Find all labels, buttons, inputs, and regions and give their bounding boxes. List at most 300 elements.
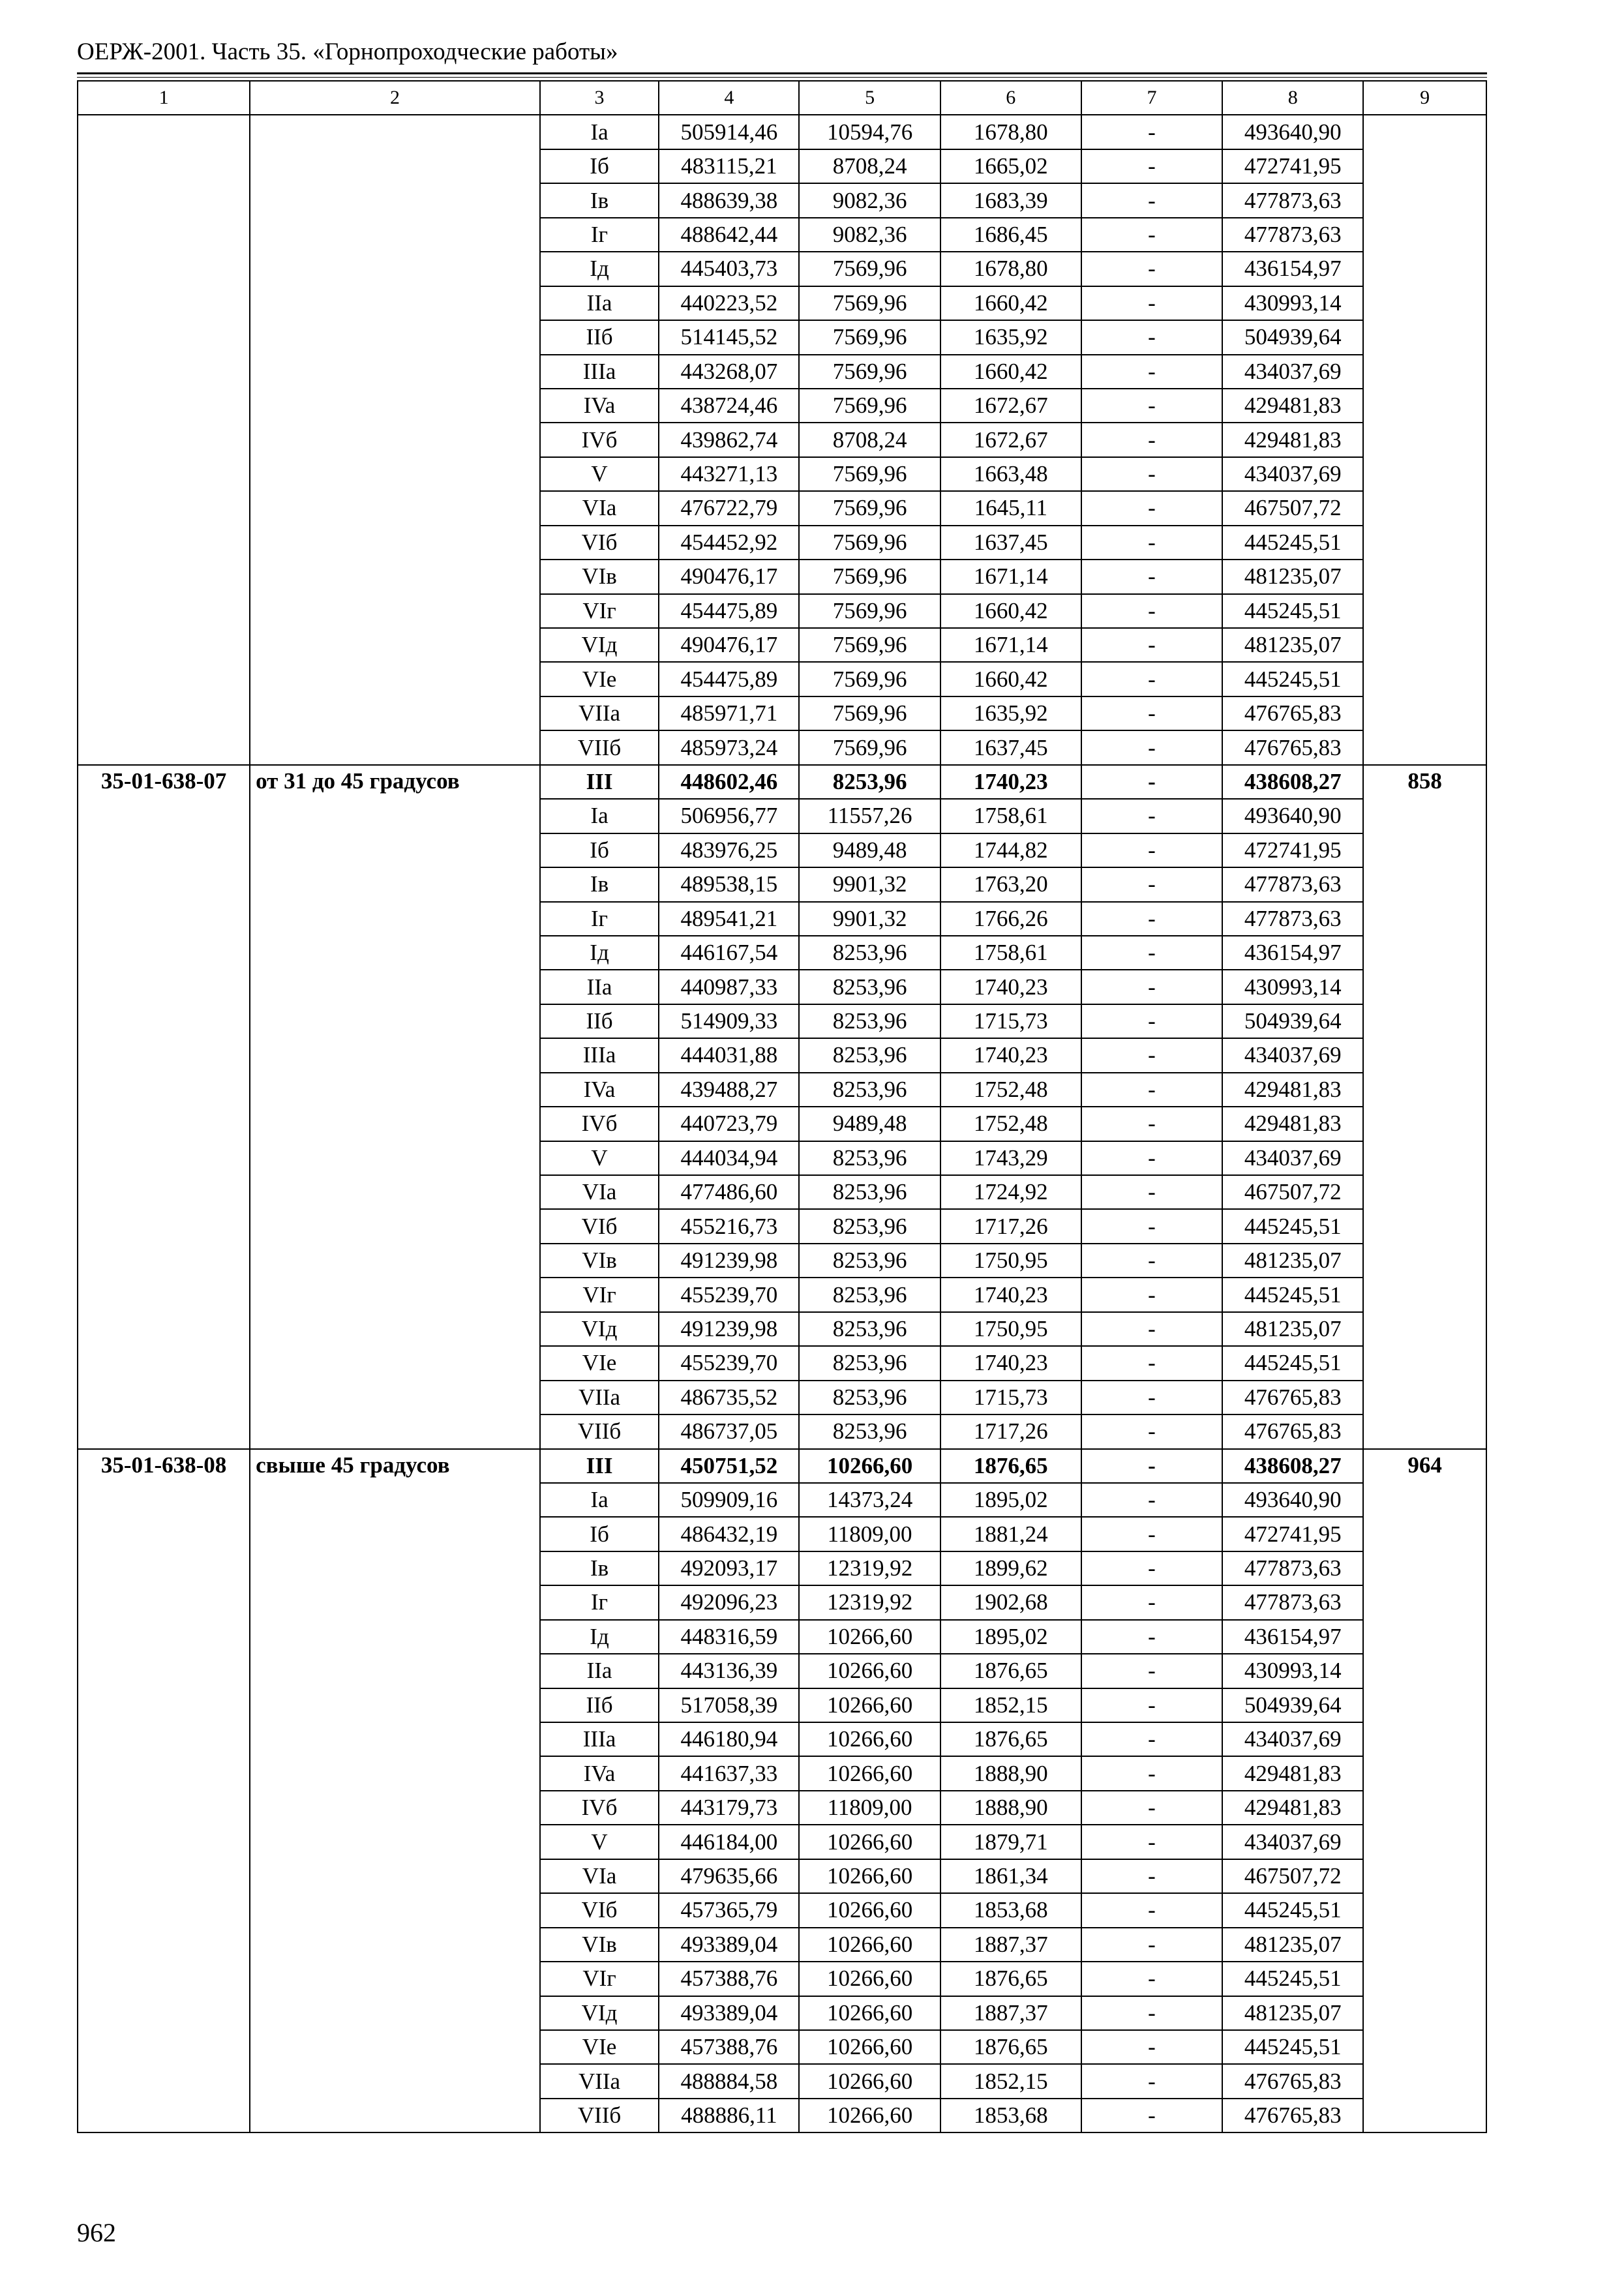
driver-wage-cell: - [1081,526,1222,560]
machine-cost-cell: 1888,90 [940,1791,1081,1825]
wage-cell: 9489,48 [799,1107,940,1141]
total-cost-cell: 446184,00 [659,1825,799,1859]
driver-wage-cell: - [1081,149,1222,183]
driver-wage-cell: - [1081,1073,1222,1107]
material-cost-cell: 481235,07 [1222,1244,1363,1278]
total-cost-cell: 455239,70 [659,1346,799,1380]
driver-wage-cell: - [1081,355,1222,389]
zone-cell: V [540,1141,659,1175]
header-rule-thick [77,72,1487,74]
driver-wage-cell: - [1081,867,1222,901]
wage-cell: 8253,96 [799,970,940,1004]
machine-cost-cell: 1902,68 [940,1585,1081,1619]
machine-cost-cell: 1853,68 [940,2099,1081,2132]
resource-code: 35-01-638-08 [78,1449,250,2133]
wage-cell: 8253,96 [799,936,940,970]
material-cost-cell: 504939,64 [1222,1004,1363,1038]
zone-cell: IIб [540,320,659,354]
machine-cost-cell: 1717,26 [940,1209,1081,1243]
total-cost-cell: 440723,79 [659,1107,799,1141]
driver-wage-cell: - [1081,1722,1222,1756]
column-number: 4 [659,81,799,115]
machine-cost-cell: 1853,68 [940,1893,1081,1927]
machine-cost-cell: 1766,26 [940,902,1081,936]
material-cost-cell: 467507,72 [1222,491,1363,525]
driver-wage-cell: - [1081,2099,1222,2132]
total-cost-cell: 443268,07 [659,355,799,389]
total-cost-cell: 488642,44 [659,218,799,252]
zone-cell: VIIa [540,2064,659,2098]
zone-cell: Iд [540,936,659,970]
total-cost-cell: 443136,39 [659,1654,799,1688]
machine-cost-cell: 1740,23 [940,1346,1081,1380]
material-cost-cell: 438608,27 [1222,1449,1363,1483]
zone-cell: VIIб [540,730,659,764]
material-cost-cell: 493640,90 [1222,799,1363,833]
wage-cell: 8253,96 [799,765,940,799]
total-cost-cell: 491239,98 [659,1244,799,1278]
total-cost-cell: 491239,98 [659,1312,799,1346]
wage-cell: 8708,24 [799,423,940,456]
material-cost-cell: 436154,97 [1222,936,1363,970]
material-cost-cell: 429481,83 [1222,1073,1363,1107]
machine-cost-cell: 1752,48 [940,1073,1081,1107]
header-rule-thin [77,77,1487,78]
zone-cell: IVб [540,1107,659,1141]
total-cost-cell: 493389,04 [659,1996,799,2030]
zone-cell: VIe [540,662,659,696]
driver-wage-cell: - [1081,833,1222,867]
zone-cell: Iг [540,1585,659,1619]
wage-cell: 10266,60 [799,1449,940,1483]
page-header: ОЕРЖ-2001. Часть 35. «Горнопроходческие работы» [77,38,618,65]
machine-cost-cell: 1645,11 [940,491,1081,525]
zone-cell: Iб [540,1517,659,1551]
material-cost-cell: 477873,63 [1222,867,1363,901]
material-cost-cell: 429481,83 [1222,389,1363,423]
total-cost-cell: 440223,52 [659,286,799,320]
driver-wage-cell: - [1081,1004,1222,1038]
material-cost-cell: 445245,51 [1222,662,1363,696]
driver-wage-cell: - [1081,1517,1222,1551]
zone-cell: VIIa [540,696,659,730]
total-cost-cell: 443179,73 [659,1791,799,1825]
driver-wage-cell: - [1081,1962,1222,1996]
machine-cost-cell: 1715,73 [940,1381,1081,1414]
column-number: 8 [1222,81,1363,115]
driver-wage-cell: - [1081,902,1222,936]
material-cost-cell: 434037,69 [1222,1141,1363,1175]
wage-cell: 8253,96 [799,1004,940,1038]
driver-wage-cell: - [1081,389,1222,423]
machine-cost-cell: 1686,45 [940,218,1081,252]
wage-cell: 7569,96 [799,389,940,423]
material-cost-cell: 467507,72 [1222,1175,1363,1209]
material-cost-cell: 504939,64 [1222,1688,1363,1722]
material-cost-cell: 434037,69 [1222,1722,1363,1756]
total-cost-cell: 448316,59 [659,1620,799,1654]
zone-cell: IVa [540,1073,659,1107]
machine-cost-cell: 1743,29 [940,1141,1081,1175]
material-cost-cell: 445245,51 [1222,1346,1363,1380]
driver-wage-cell: - [1081,628,1222,662]
driver-wage-cell: - [1081,1175,1222,1209]
zone-cell: IVб [540,1791,659,1825]
zone-cell: VIд [540,1996,659,2030]
machine-cost-cell: 1876,65 [940,1722,1081,1756]
material-cost-cell: 472741,95 [1222,149,1363,183]
machine-cost-cell: 1888,90 [940,1756,1081,1790]
driver-wage-cell: - [1081,1346,1222,1380]
machine-cost-cell: 1876,65 [940,2030,1081,2064]
wage-cell: 7569,96 [799,628,940,662]
total-cost-cell: 486432,19 [659,1517,799,1551]
machine-cost-cell: 1879,71 [940,1825,1081,1859]
material-cost-cell: 481235,07 [1222,1928,1363,1962]
material-cost-cell: 429481,83 [1222,423,1363,456]
wage-cell: 10266,60 [799,1996,940,2030]
total-cost-cell: 445403,73 [659,252,799,286]
wage-cell: 10266,60 [799,1620,940,1654]
zone-cell: VIe [540,1346,659,1380]
machine-cost-cell: 1635,92 [940,320,1081,354]
machine-cost-cell: 1899,62 [940,1551,1081,1585]
material-cost-cell: 476765,83 [1222,2099,1363,2132]
driver-wage-cell: - [1081,1859,1222,1893]
wage-cell: 10266,60 [799,2030,940,2064]
total-cost-cell: 485971,71 [659,696,799,730]
price-table [77,80,1487,2133]
zone-cell: Ia [540,115,659,149]
machine-cost-cell: 1715,73 [940,1004,1081,1038]
resource-name [250,115,540,764]
material-cost-cell: 476765,83 [1222,1414,1363,1448]
table-row [78,115,1486,149]
zone-cell: VIa [540,1859,659,1893]
material-cost-cell: 493640,90 [1222,115,1363,149]
material-cost-cell: 445245,51 [1222,594,1363,628]
driver-wage-cell: - [1081,662,1222,696]
zone-cell: IIб [540,1004,659,1038]
zone-cell: V [540,1825,659,1859]
wage-cell: 10266,60 [799,1962,940,1996]
resource-name: свыше 45 градусов [250,1449,540,2133]
total-cost-cell: 476722,79 [659,491,799,525]
zone-cell: VIIб [540,2099,659,2132]
table-body [78,115,1486,2132]
wage-cell: 12319,92 [799,1551,940,1585]
wage-cell: 7569,96 [799,491,940,525]
total-cost-cell: 477486,60 [659,1175,799,1209]
zone-cell: VIд [540,628,659,662]
driver-wage-cell: - [1081,2064,1222,2098]
machine-cost-cell: 1887,37 [940,1928,1081,1962]
zone-cell: Iд [540,1620,659,1654]
driver-wage-cell: - [1081,1312,1222,1346]
total-cost-cell: 479635,66 [659,1859,799,1893]
zone-cell: VIв [540,560,659,593]
material-cost-cell: 477873,63 [1222,218,1363,252]
driver-wage-cell: - [1081,1825,1222,1859]
driver-wage-cell: - [1081,1278,1222,1311]
driver-wage-cell: - [1081,1756,1222,1790]
total-cost-cell: 486735,52 [659,1381,799,1414]
zone-cell: IIIa [540,1038,659,1072]
machine-cost-cell: 1887,37 [940,1996,1081,2030]
total-cost-cell: 483115,21 [659,149,799,183]
total-cost-cell: 486737,05 [659,1414,799,1448]
wage-cell: 10594,76 [799,115,940,149]
zone-cell: IIб [540,1688,659,1722]
material-cost-cell: 436154,97 [1222,1620,1363,1654]
driver-wage-cell: - [1081,1209,1222,1243]
material-cost-cell: 438608,27 [1222,765,1363,799]
material-cost-cell: 430993,14 [1222,1654,1363,1688]
machine-cost-cell: 1637,45 [940,526,1081,560]
machine-cost-cell: 1752,48 [940,1107,1081,1141]
wage-cell: 8253,96 [799,1141,940,1175]
wage-cell: 10266,60 [799,1928,940,1962]
total-cost-cell: 492096,23 [659,1585,799,1619]
material-cost-cell: 429481,83 [1222,1791,1363,1825]
total-cost-cell: 455216,73 [659,1209,799,1243]
zone-cell: Ia [540,1483,659,1517]
zone-cell: IIa [540,1654,659,1688]
zone-cell: VIIa [540,1381,659,1414]
zone-cell: Iб [540,833,659,867]
driver-wage-cell: - [1081,1585,1222,1619]
wage-cell: 7569,96 [799,286,940,320]
material-cost-cell: 476765,83 [1222,2064,1363,2098]
machine-cost-cell: 1895,02 [940,1483,1081,1517]
wage-cell: 8253,96 [799,1312,940,1346]
driver-wage-cell: - [1081,799,1222,833]
wage-cell: 8253,96 [799,1346,940,1380]
machine-cost-cell: 1895,02 [940,1620,1081,1654]
driver-wage-cell: - [1081,1996,1222,2030]
machine-cost-cell: 1672,67 [940,423,1081,456]
driver-wage-cell: - [1081,1551,1222,1585]
driver-wage-cell: - [1081,730,1222,764]
material-cost-cell: 436154,97 [1222,252,1363,286]
wage-cell: 11557,26 [799,799,940,833]
wage-cell: 7569,96 [799,696,940,730]
driver-wage-cell: - [1081,457,1222,491]
material-cost-cell: 476765,83 [1222,696,1363,730]
driver-wage-cell: - [1081,423,1222,456]
wage-cell: 7569,96 [799,730,940,764]
driver-wage-cell: - [1081,286,1222,320]
zone-cell: IIIa [540,1722,659,1756]
wage-cell: 9082,36 [799,183,940,217]
machine-cost-cell: 1671,14 [940,560,1081,593]
page-number: 962 [77,2218,116,2247]
machine-cost-cell: 1744,82 [940,833,1081,867]
column-number: 2 [250,81,540,115]
wage-cell: 7569,96 [799,526,940,560]
driver-wage-cell: - [1081,1038,1222,1072]
machine-cost-cell: 1678,80 [940,115,1081,149]
wage-cell: 7569,96 [799,320,940,354]
zone-cell: V [540,457,659,491]
wage-cell: 14373,24 [799,1483,940,1517]
column-number: 3 [540,81,659,115]
total-cost-cell: 489538,15 [659,867,799,901]
total-cost-cell: 514909,33 [659,1004,799,1038]
driver-wage-cell: - [1081,1483,1222,1517]
total-cost-cell: 488884,58 [659,2064,799,2098]
total-cost-cell: 488886,11 [659,2099,799,2132]
total-cost-cell: 517058,39 [659,1688,799,1722]
material-cost-cell: 493640,90 [1222,1483,1363,1517]
material-cost-cell: 434037,69 [1222,355,1363,389]
wage-cell: 11809,00 [799,1791,940,1825]
resource-code [78,115,250,764]
table-row [78,765,1486,799]
total-cost-cell: 493389,04 [659,1928,799,1962]
machine-cost-cell: 1750,95 [940,1312,1081,1346]
zone-cell: Iд [540,252,659,286]
material-cost-cell: 429481,83 [1222,1107,1363,1141]
zone-cell: IIa [540,970,659,1004]
driver-wage-cell: - [1081,936,1222,970]
machine-cost-cell: 1635,92 [940,696,1081,730]
column-number-row [78,81,1486,115]
driver-wage-cell: - [1081,115,1222,149]
total-cost-cell: 457388,76 [659,1962,799,1996]
zone-cell: Ia [540,799,659,833]
driver-wage-cell: - [1081,1620,1222,1654]
machine-cost-cell: 1876,65 [940,1962,1081,1996]
wage-cell: 8253,96 [799,1209,940,1243]
machine-cost-cell: 1683,39 [940,183,1081,217]
material-cost-cell: 472741,95 [1222,833,1363,867]
driver-wage-cell: - [1081,1654,1222,1688]
total-cost-cell: 454475,89 [659,594,799,628]
total-cost-cell: 450751,52 [659,1449,799,1483]
wage-cell: 7569,96 [799,355,940,389]
wage-cell: 9489,48 [799,833,940,867]
material-cost-cell: 477873,63 [1222,183,1363,217]
machine-cost-cell: 1852,15 [940,1688,1081,1722]
zone-cell: IVa [540,389,659,423]
zone-cell: VIб [540,1893,659,1927]
machine-cost-cell: 1717,26 [940,1414,1081,1448]
material-cost-cell: 434037,69 [1222,457,1363,491]
driver-wage-cell: - [1081,1244,1222,1278]
total-cost-cell: 457388,76 [659,2030,799,2064]
material-cost-cell: 445245,51 [1222,1209,1363,1243]
column-number: 7 [1081,81,1222,115]
machine-cost-cell: 1881,24 [940,1517,1081,1551]
wage-cell: 10266,60 [799,1859,940,1893]
total-cost-cell: 509909,16 [659,1483,799,1517]
zone-cell: Iв [540,867,659,901]
driver-wage-cell: - [1081,320,1222,354]
material-cost-cell: 481235,07 [1222,560,1363,593]
machine-cost-cell: 1660,42 [940,286,1081,320]
wage-cell: 8253,96 [799,1244,940,1278]
machine-cost-cell: 1671,14 [940,628,1081,662]
driver-wage-cell: - [1081,1414,1222,1448]
driver-wage-cell: - [1081,1107,1222,1141]
material-cost-cell: 430993,14 [1222,970,1363,1004]
zone-cell: VIд [540,1312,659,1346]
driver-wage-cell: - [1081,1791,1222,1825]
zone-cell: VIг [540,594,659,628]
total-cost-cell: 438724,46 [659,389,799,423]
zone-cell: VIв [540,1928,659,1962]
wage-cell: 8253,96 [799,1038,940,1072]
wage-cell: 10266,60 [799,1756,940,1790]
machine-cost-cell: 1660,42 [940,662,1081,696]
material-cost-cell: 429481,83 [1222,1756,1363,1790]
wage-cell: 11809,00 [799,1517,940,1551]
total-cost-cell: 492093,17 [659,1551,799,1585]
resource-name: от 31 до 45 градусов [250,765,540,1449]
wage-cell: 10266,60 [799,1825,940,1859]
machine-cost-cell: 1740,23 [940,1038,1081,1072]
material-cost-cell: 430993,14 [1222,286,1363,320]
zone-cell: VIг [540,1278,659,1311]
wage-cell: 10266,60 [799,1654,940,1688]
material-cost-cell: 481235,07 [1222,1312,1363,1346]
wage-cell: 7569,96 [799,594,940,628]
total-cost-cell: 457365,79 [659,1893,799,1927]
total-cost-cell: 441637,33 [659,1756,799,1790]
wage-cell: 9082,36 [799,218,940,252]
total-cost-cell: 439488,27 [659,1073,799,1107]
driver-wage-cell: - [1081,2030,1222,2064]
labor-cost-cell: 964 [1363,1449,1486,2133]
material-cost-cell: 472741,95 [1222,1517,1363,1551]
machine-cost-cell: 1740,23 [940,1278,1081,1311]
driver-wage-cell: - [1081,1893,1222,1927]
total-cost-cell: 485973,24 [659,730,799,764]
machine-cost-cell: 1665,02 [940,149,1081,183]
wage-cell: 8253,96 [799,1175,940,1209]
zone-cell: III [540,1449,659,1483]
material-cost-cell: 476765,83 [1222,1381,1363,1414]
wage-cell: 12319,92 [799,1585,940,1619]
driver-wage-cell: - [1081,183,1222,217]
wage-cell: 8253,96 [799,1073,940,1107]
zone-cell: III [540,765,659,799]
wage-cell: 7569,96 [799,560,940,593]
zone-cell: Iв [540,183,659,217]
driver-wage-cell: - [1081,218,1222,252]
wage-cell: 10266,60 [799,2064,940,2098]
column-number: 9 [1363,81,1486,115]
material-cost-cell: 476765,83 [1222,730,1363,764]
driver-wage-cell: - [1081,1381,1222,1414]
zone-cell: Iб [540,149,659,183]
machine-cost-cell: 1876,65 [940,1654,1081,1688]
machine-cost-cell: 1758,61 [940,799,1081,833]
zone-cell: Iг [540,218,659,252]
machine-cost-cell: 1750,95 [940,1244,1081,1278]
total-cost-cell: 483976,25 [659,833,799,867]
machine-cost-cell: 1740,23 [940,970,1081,1004]
zone-cell: VIa [540,1175,659,1209]
machine-cost-cell: 1678,80 [940,252,1081,286]
column-number: 5 [799,81,940,115]
driver-wage-cell: - [1081,1928,1222,1962]
zone-cell: VIe [540,2030,659,2064]
zone-cell: IVa [540,1756,659,1790]
labor-cost-cell: 858 [1363,765,1486,1449]
total-cost-cell: 455239,70 [659,1278,799,1311]
